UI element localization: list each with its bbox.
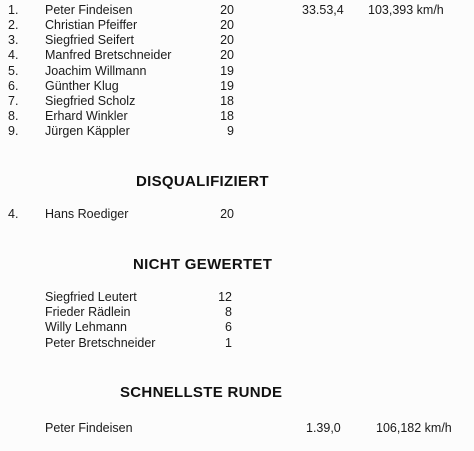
driver-name: Peter Findeisen xyxy=(45,3,133,17)
position: 7. xyxy=(8,94,19,108)
not-classified-heading: NICHT GEWERTET xyxy=(133,256,273,273)
driver-name: Joachim Willmann xyxy=(45,64,147,78)
position: 5. xyxy=(8,64,19,78)
position: 4. xyxy=(8,207,19,221)
average-speed: 103,393 km/h xyxy=(368,3,444,17)
driver-name: Siegfried Scholz xyxy=(45,94,136,108)
position: 1. xyxy=(8,3,19,17)
laps: 20 xyxy=(220,48,234,62)
laps: 19 xyxy=(220,64,234,78)
laps: 1 xyxy=(225,336,232,350)
position: 8. xyxy=(8,109,19,123)
position: 3. xyxy=(8,33,19,47)
driver-name: Siegfried Leutert xyxy=(45,290,137,304)
laps: 20 xyxy=(220,33,234,47)
driver-name: Christian Pfeiffer xyxy=(45,18,138,32)
laps: 20 xyxy=(220,3,234,17)
laps: 19 xyxy=(220,79,234,93)
driver-name: Manfred Bretschneider xyxy=(45,48,172,62)
disqualified-heading: DISQUALIFIZIERT xyxy=(136,173,269,190)
driver-name: Jürgen Käppler xyxy=(45,124,130,138)
driver-name: Peter Bretschneider xyxy=(45,336,156,350)
driver-name: Erhard Winkler xyxy=(45,109,128,123)
race-time: 33.53,4 xyxy=(302,3,344,17)
laps: 20 xyxy=(220,18,234,32)
laps: 6 xyxy=(225,320,232,334)
driver-name: Günther Klug xyxy=(45,79,119,93)
lap-speed: 106,182 km/h xyxy=(376,421,452,435)
driver-name: Frieder Rädlein xyxy=(45,305,131,319)
driver-name: Willy Lehmann xyxy=(45,320,127,334)
position: 4. xyxy=(8,48,19,62)
laps: 8 xyxy=(225,305,232,319)
position: 9. xyxy=(8,124,19,138)
driver-name: Hans Roediger xyxy=(45,207,129,221)
driver-name: Siegfried Seifert xyxy=(45,33,134,47)
laps: 12 xyxy=(218,290,232,304)
position: 6. xyxy=(8,79,19,93)
laps: 18 xyxy=(220,94,234,108)
fastest-lap-heading: SCHNELLSTE RUNDE xyxy=(120,384,283,401)
position: 2. xyxy=(8,18,19,32)
driver-name: Peter Findeisen xyxy=(45,421,133,435)
laps: 18 xyxy=(220,109,234,123)
laps: 9 xyxy=(227,124,234,138)
lap-time: 1.39,0 xyxy=(306,421,341,435)
laps: 20 xyxy=(220,207,234,221)
